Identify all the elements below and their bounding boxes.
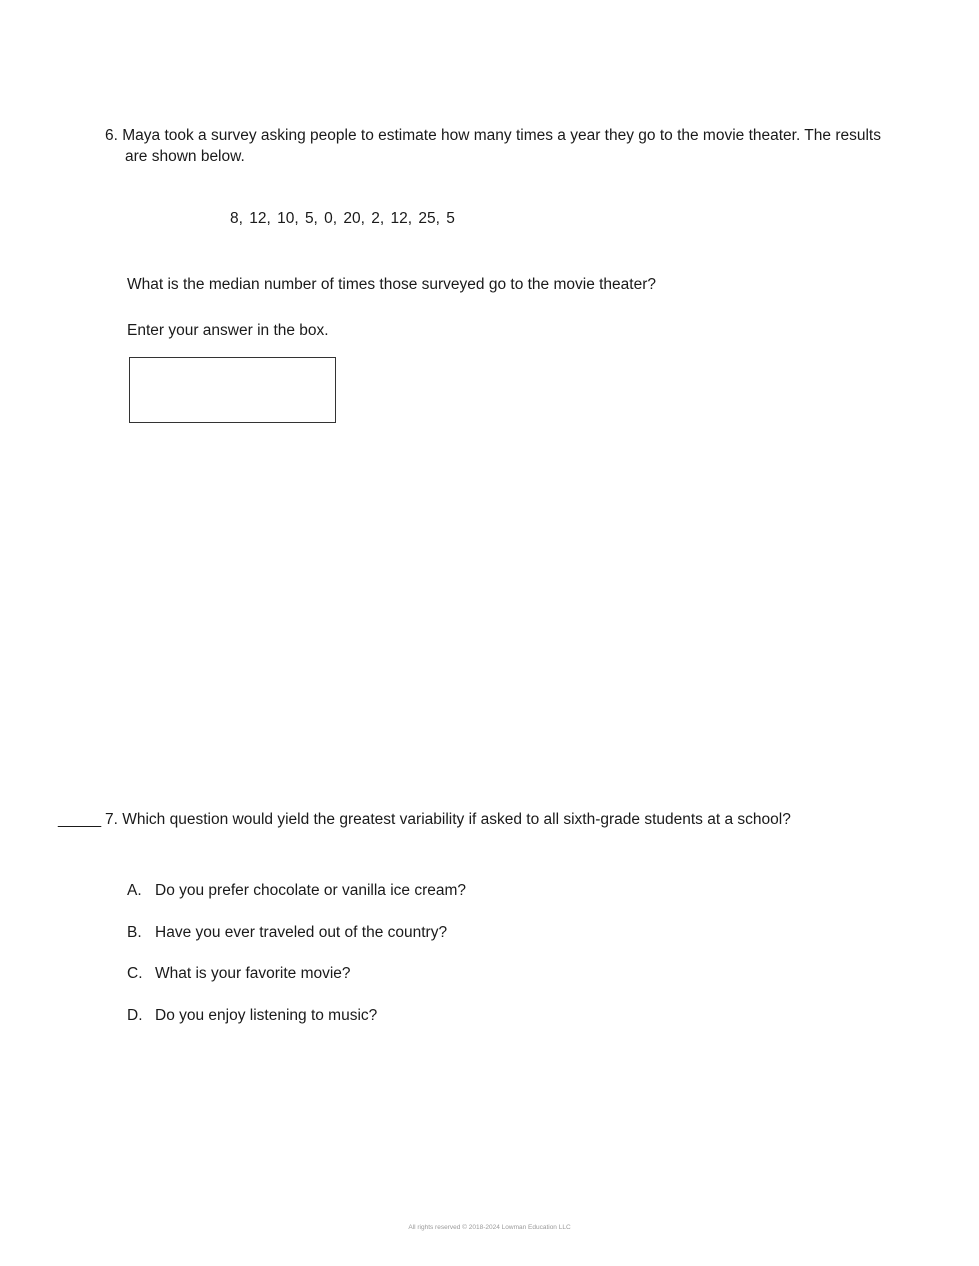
question-6-text-line2: are shown below. <box>125 148 245 165</box>
choice-letter: C. <box>127 965 143 982</box>
choice-letter: B. <box>127 924 142 941</box>
choice-text: Have you ever traveled out of the country? <box>155 924 448 941</box>
choice-d <box>127 1007 377 1025</box>
choice-text: What is your favorite movie? <box>155 965 351 982</box>
question-6-text-line1: 6. Maya took a survey asking people to estimate how many times a year they go to the movie theater. The results <box>105 127 881 144</box>
question-7-text: 7. Which question would yield the greatest variability if asked to all sixth-grade students at a school? <box>105 811 791 828</box>
choice-a <box>127 882 466 900</box>
copyright-footer: All rights reserved © 2018-2024 Lowman Education LLC <box>408 1224 571 1231</box>
answer-blank[interactable]: _____ <box>58 811 102 828</box>
choice-letter: D. <box>127 1007 143 1024</box>
choice-b <box>127 924 447 942</box>
choice-text: Do you enjoy listening to music? <box>155 1007 378 1024</box>
question-6-instruction: Enter your answer in the box. <box>127 322 329 339</box>
answer-box[interactable] <box>129 357 336 423</box>
choice-c <box>127 965 351 983</box>
choice-text: Do you prefer chocolate or vanilla ice cream? <box>155 882 467 899</box>
survey-data-values: 8, 12, 10, 5, 0, 20, 2, 12, 25, 5 <box>230 210 455 227</box>
choice-letter: A. <box>127 882 142 899</box>
question-6-prompt: What is the median number of times those surveyed go to the movie theater? <box>127 276 656 293</box>
